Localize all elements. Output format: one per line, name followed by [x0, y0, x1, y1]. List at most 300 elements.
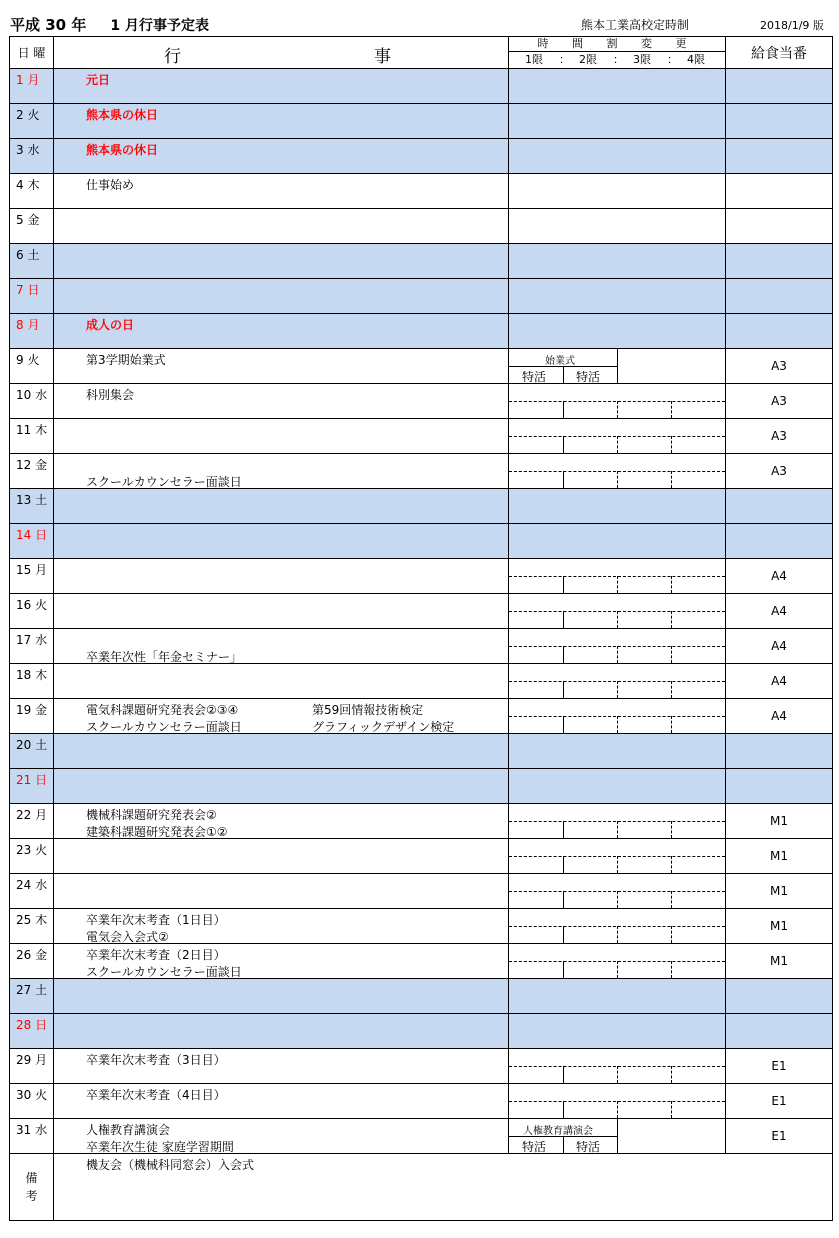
notes-label-char: 備	[25, 1171, 38, 1185]
period-divider	[617, 821, 618, 838]
period-grid	[509, 874, 725, 908]
event-cell	[54, 524, 509, 559]
day-cell	[10, 594, 54, 629]
event-text: 卒業年次末考査（3日目）	[86, 1053, 226, 1067]
lunch-duty-cell	[726, 104, 833, 139]
day-number: 16	[16, 598, 32, 612]
period-divider	[617, 961, 618, 978]
day-number: 25	[16, 913, 32, 927]
event-cell	[54, 839, 509, 874]
day-row	[10, 559, 833, 594]
day-cell	[10, 734, 54, 769]
event-text: 電気会入会式②	[86, 930, 169, 944]
day-row	[10, 1084, 833, 1119]
col-header-day: 日 曜	[10, 37, 54, 69]
day-number: 12	[16, 458, 32, 472]
schedule-cell	[509, 384, 726, 419]
day-cell	[10, 559, 54, 594]
period-divider	[617, 1119, 618, 1153]
day-number: 21	[16, 773, 32, 787]
period-divider	[671, 856, 672, 873]
period-divider	[563, 1136, 564, 1153]
event-cell	[54, 909, 509, 944]
schedule-cell	[509, 804, 726, 839]
period-divider	[671, 891, 672, 908]
period-divider	[563, 401, 564, 418]
event-cell	[54, 734, 509, 769]
period-labels	[509, 52, 725, 68]
day-cell	[10, 174, 54, 209]
day-row	[10, 1014, 833, 1049]
period-divider	[671, 961, 672, 978]
col-header-schedule	[509, 37, 726, 69]
period-divider	[617, 856, 618, 873]
period-divider	[671, 611, 672, 628]
col-header-event	[54, 37, 509, 69]
schedule-cell	[509, 454, 726, 489]
period-label: 4限	[687, 53, 705, 66]
period-sep: ：	[559, 53, 570, 66]
schedule-cell	[509, 1119, 726, 1154]
schedule-cell	[509, 664, 726, 699]
day-row	[10, 629, 833, 664]
schedule-cell	[509, 69, 726, 104]
period-divider	[617, 1101, 618, 1118]
period-divider	[563, 576, 564, 593]
period-divider	[671, 646, 672, 663]
lunch-duty-cell	[726, 979, 833, 1014]
lunch-duty-cell: E1	[726, 1049, 833, 1084]
weekday: 月	[35, 808, 48, 822]
weekday: 土	[35, 738, 48, 752]
event-cell	[54, 769, 509, 804]
event-text: 機械科課題研究発表会②	[86, 808, 217, 822]
period-sep: ：	[667, 53, 678, 66]
period-divider	[617, 611, 618, 628]
day-cell	[10, 944, 54, 979]
day-row	[10, 664, 833, 699]
event-cell	[54, 209, 509, 244]
event-cell	[54, 1014, 509, 1049]
event-cell	[54, 944, 509, 979]
lunch-duty-cell: M1	[726, 804, 833, 839]
schedule-cell	[509, 699, 726, 734]
tokkatsu-label: 特活	[522, 370, 547, 384]
day-cell	[10, 384, 54, 419]
day-row	[10, 524, 833, 559]
lunch-duty-cell	[726, 489, 833, 524]
period-divider	[617, 349, 618, 383]
day-cell	[10, 279, 54, 314]
tokkatsu-label: 特活	[522, 1140, 547, 1154]
day-row	[10, 489, 833, 524]
lunch-duty-cell: A3	[726, 419, 833, 454]
event-text: 卒業年次末考査（1日目）	[86, 913, 226, 927]
day-number: 10	[16, 388, 32, 402]
event-text: スクールカウンセラー面談日	[86, 475, 242, 489]
period-divider	[617, 576, 618, 593]
schedule-cell	[509, 629, 726, 664]
weekday: 金	[27, 213, 40, 227]
day-number: 2	[16, 108, 24, 122]
day-row	[10, 209, 833, 244]
day-cell	[10, 629, 54, 664]
period-divider	[671, 1066, 672, 1083]
schedule-cell	[509, 594, 726, 629]
weekday: 火	[35, 843, 48, 857]
day-row	[10, 349, 833, 384]
event-cell	[54, 1119, 509, 1154]
period-divider	[563, 611, 564, 628]
period-grid	[509, 594, 725, 628]
period-grid	[509, 1119, 725, 1153]
schedule-cell	[509, 559, 726, 594]
day-number: 29	[16, 1053, 32, 1067]
day-row	[10, 244, 833, 279]
period-grid	[509, 839, 725, 873]
period-divider	[563, 926, 564, 943]
schedule-cell	[509, 1014, 726, 1049]
event-cell	[54, 69, 509, 104]
lunch-duty-cell: A3	[726, 349, 833, 384]
lunch-duty-cell	[726, 244, 833, 279]
lunch-duty-cell: M1	[726, 874, 833, 909]
lunch-duty-cell: E1	[726, 1119, 833, 1154]
event-text: 熊本県の休日	[86, 108, 159, 122]
day-number: 31	[16, 1123, 32, 1137]
period-grid	[509, 1084, 725, 1118]
day-row	[10, 454, 833, 489]
event-cell	[54, 979, 509, 1014]
day-number: 18	[16, 668, 32, 682]
weekday: 木	[27, 178, 40, 192]
event-text: 建築科課題研究発表会①②	[86, 825, 228, 839]
day-number: 3	[16, 143, 24, 157]
day-cell	[10, 769, 54, 804]
period-divider	[563, 856, 564, 873]
weekday: 土	[35, 983, 48, 997]
lunch-duty-cell: A3	[726, 454, 833, 489]
schedule-cell	[509, 349, 726, 384]
day-cell	[10, 69, 54, 104]
day-row	[10, 174, 833, 209]
day-row	[10, 1119, 833, 1154]
event-text: 元日	[86, 73, 111, 87]
event-cell	[54, 384, 509, 419]
day-number: 20	[16, 738, 32, 752]
period-grid	[509, 804, 725, 838]
day-number: 8	[16, 318, 24, 332]
period-label: 1限	[525, 53, 543, 66]
day-number: 13	[16, 493, 32, 507]
lunch-duty-cell: A4	[726, 629, 833, 664]
period-divider	[671, 436, 672, 453]
lunch-duty-cell: A4	[726, 594, 833, 629]
weekday: 月	[35, 563, 48, 577]
event-cell	[54, 314, 509, 349]
lunch-duty-cell: A4	[726, 699, 833, 734]
weekday: 月	[35, 1053, 48, 1067]
day-row	[10, 839, 833, 874]
day-cell	[10, 1119, 54, 1154]
event-text: 卒業年次性「年金セミナー」	[86, 650, 243, 664]
lunch-duty-cell: A4	[726, 664, 833, 699]
day-cell	[10, 349, 54, 384]
weekday: 水	[35, 1123, 48, 1137]
event-cell	[54, 699, 509, 734]
schedule-cell	[509, 839, 726, 874]
schedule-cell	[509, 139, 726, 174]
schedule-cell	[509, 944, 726, 979]
notes-label-char: 考	[25, 1189, 38, 1203]
col-header-event-2: 事	[374, 47, 391, 67]
day-number: 22	[16, 808, 32, 822]
weekday: 日	[35, 528, 48, 542]
period-grid	[509, 699, 725, 733]
period-divider	[563, 436, 564, 453]
lunch-duty-cell	[726, 314, 833, 349]
day-number: 15	[16, 563, 32, 577]
event-text-right: グラフィックデザイン検定	[312, 720, 455, 734]
notes-label-text	[25, 1171, 37, 1203]
day-cell	[10, 454, 54, 489]
lunch-duty-cell	[726, 139, 833, 174]
period-divider	[617, 926, 618, 943]
weekday: 金	[35, 948, 48, 962]
event-cell	[54, 279, 509, 314]
schedule-table	[9, 36, 833, 1221]
period-divider	[563, 471, 564, 488]
day-number: 6	[16, 248, 24, 262]
day-cell	[10, 419, 54, 454]
col-header-event-1: 行	[164, 47, 181, 67]
period-label: 2限	[579, 53, 597, 66]
day-number: 27	[16, 983, 32, 997]
period-divider	[563, 366, 564, 383]
event-cell	[54, 874, 509, 909]
event-cell	[54, 489, 509, 524]
event-cell	[54, 244, 509, 279]
day-row	[10, 104, 833, 139]
weekday: 月	[27, 318, 40, 332]
schedule-cell	[509, 244, 726, 279]
lunch-duty-cell	[726, 1014, 833, 1049]
event-text: 成人の日	[86, 318, 135, 332]
event-text: 第3学期始業式	[86, 353, 166, 367]
day-cell	[10, 489, 54, 524]
period-divider	[671, 1101, 672, 1118]
day-row	[10, 314, 833, 349]
weekday: 木	[35, 423, 48, 437]
day-row	[10, 699, 833, 734]
period-divider	[671, 471, 672, 488]
weekday: 水	[35, 878, 48, 892]
period-grid	[509, 1049, 725, 1083]
day-number: 30	[16, 1088, 32, 1102]
schedule-title: 時 間 割 変 更	[509, 37, 725, 52]
event-text: 熊本県の休日	[86, 143, 159, 157]
schedule-cell	[509, 489, 726, 524]
period-divider	[617, 646, 618, 663]
schedule-event-label: 始業式	[545, 356, 575, 367]
schedule-cell	[509, 104, 726, 139]
event-cell	[54, 454, 509, 489]
notes-label	[10, 1154, 54, 1221]
schedule-cell	[509, 1049, 726, 1084]
weekday: 火	[27, 353, 40, 367]
period-label: 3限	[633, 53, 651, 66]
day-number: 4	[16, 178, 24, 192]
lunch-duty-cell	[726, 174, 833, 209]
schedule-cell	[509, 909, 726, 944]
day-row	[10, 874, 833, 909]
period-divider	[563, 681, 564, 698]
event-cell	[54, 594, 509, 629]
title-year: 平成 30 年	[10, 16, 87, 34]
lunch-duty-cell: M1	[726, 909, 833, 944]
period-grid	[509, 454, 725, 488]
schedule-cell	[509, 874, 726, 909]
schedule-cell	[509, 209, 726, 244]
weekday: 火	[27, 108, 40, 122]
tokkatsu-label: 特活	[576, 370, 601, 384]
day-cell	[10, 139, 54, 174]
event-cell	[54, 419, 509, 454]
period-divider	[563, 821, 564, 838]
day-cell	[10, 699, 54, 734]
day-cell	[10, 1014, 54, 1049]
day-row	[10, 69, 833, 104]
schedule-event-label: 人権教育講演会	[523, 1126, 593, 1137]
event-text: 卒業年次末考査（2日目）	[86, 948, 226, 962]
period-divider	[563, 1066, 564, 1083]
weekday: 月	[27, 73, 40, 87]
period-divider	[617, 1066, 618, 1083]
day-number: 7	[16, 283, 24, 297]
event-cell	[54, 559, 509, 594]
period-grid	[509, 559, 725, 593]
day-row	[10, 944, 833, 979]
day-number: 26	[16, 948, 32, 962]
schedule-cell	[509, 174, 726, 209]
weekday: 土	[27, 248, 40, 262]
notes-text: 機友会（機械科同窓会）入会式	[86, 1158, 255, 1172]
lunch-duty-cell: M1	[726, 839, 833, 874]
period-grid	[509, 664, 725, 698]
event-text: スクールカウンセラー面談日	[86, 720, 242, 734]
schedule-cell	[509, 279, 726, 314]
day-cell	[10, 839, 54, 874]
weekday: 金	[35, 458, 48, 472]
day-number: 23	[16, 843, 32, 857]
event-cell	[54, 1084, 509, 1119]
day-cell	[10, 244, 54, 279]
event-cell	[54, 349, 509, 384]
day-row	[10, 1049, 833, 1084]
lunch-duty-cell	[726, 769, 833, 804]
period-grid	[509, 349, 725, 383]
lunch-duty-cell	[726, 69, 833, 104]
period-divider	[671, 821, 672, 838]
period-divider	[563, 961, 564, 978]
day-cell	[10, 1084, 54, 1119]
page-title	[10, 14, 209, 35]
event-cell	[54, 629, 509, 664]
schedule-cell	[509, 419, 726, 454]
weekday: 水	[35, 633, 48, 647]
day-number: 1	[16, 73, 24, 87]
schedule-cell	[509, 979, 726, 1014]
period-divider	[563, 1101, 564, 1118]
day-row	[10, 769, 833, 804]
title-month: 1 月行事予定表	[110, 18, 209, 34]
day-number: 5	[16, 213, 24, 227]
weekday: 火	[35, 1088, 48, 1102]
event-text: 卒業年次生徒 家庭学習期間	[86, 1140, 234, 1154]
day-row	[10, 909, 833, 944]
period-divider	[671, 716, 672, 733]
period-divider	[617, 471, 618, 488]
period-grid	[509, 384, 725, 418]
lunch-duty-cell: A4	[726, 559, 833, 594]
day-number: 28	[16, 1018, 32, 1032]
notes-cell	[54, 1154, 833, 1221]
day-cell	[10, 209, 54, 244]
tokkatsu-label: 特活	[576, 1140, 601, 1154]
weekday: 火	[35, 598, 48, 612]
version-date: 2018/1/9 版	[760, 19, 824, 32]
lunch-duty-cell	[726, 734, 833, 769]
weekday: 木	[35, 913, 48, 927]
schedule-cell	[509, 769, 726, 804]
lunch-duty-cell: M1	[726, 944, 833, 979]
event-text: スクールカウンセラー面談日	[86, 965, 242, 979]
lunch-duty-cell	[726, 524, 833, 559]
event-cell	[54, 139, 509, 174]
period-sep: ：	[613, 53, 624, 66]
event-cell	[54, 1049, 509, 1084]
event-text: 科別集会	[86, 388, 135, 402]
period-divider	[617, 716, 618, 733]
event-text: 仕事始め	[86, 178, 135, 192]
period-grid	[509, 909, 725, 943]
day-cell	[10, 1049, 54, 1084]
page-header	[0, 0, 839, 36]
day-row	[10, 139, 833, 174]
day-cell	[10, 664, 54, 699]
lunch-duty-cell: A3	[726, 384, 833, 419]
period-divider	[671, 926, 672, 943]
weekday: 日	[35, 773, 48, 787]
day-cell	[10, 104, 54, 139]
weekday: 土	[35, 493, 48, 507]
event-cell	[54, 174, 509, 209]
schedule-cell	[509, 734, 726, 769]
event-text: 電気科課題研究発表会②③④	[86, 703, 239, 717]
day-cell	[10, 874, 54, 909]
period-divider	[563, 646, 564, 663]
day-number: 17	[16, 633, 32, 647]
day-number: 14	[16, 528, 32, 542]
lunch-duty-cell	[726, 209, 833, 244]
day-cell	[10, 909, 54, 944]
event-text: 卒業年次末考査（4日目）	[86, 1088, 226, 1102]
period-divider	[671, 681, 672, 698]
day-cell	[10, 524, 54, 559]
event-cell	[54, 104, 509, 139]
day-number: 24	[16, 878, 32, 892]
event-text-right: 第59回情報技術検定	[312, 703, 424, 717]
